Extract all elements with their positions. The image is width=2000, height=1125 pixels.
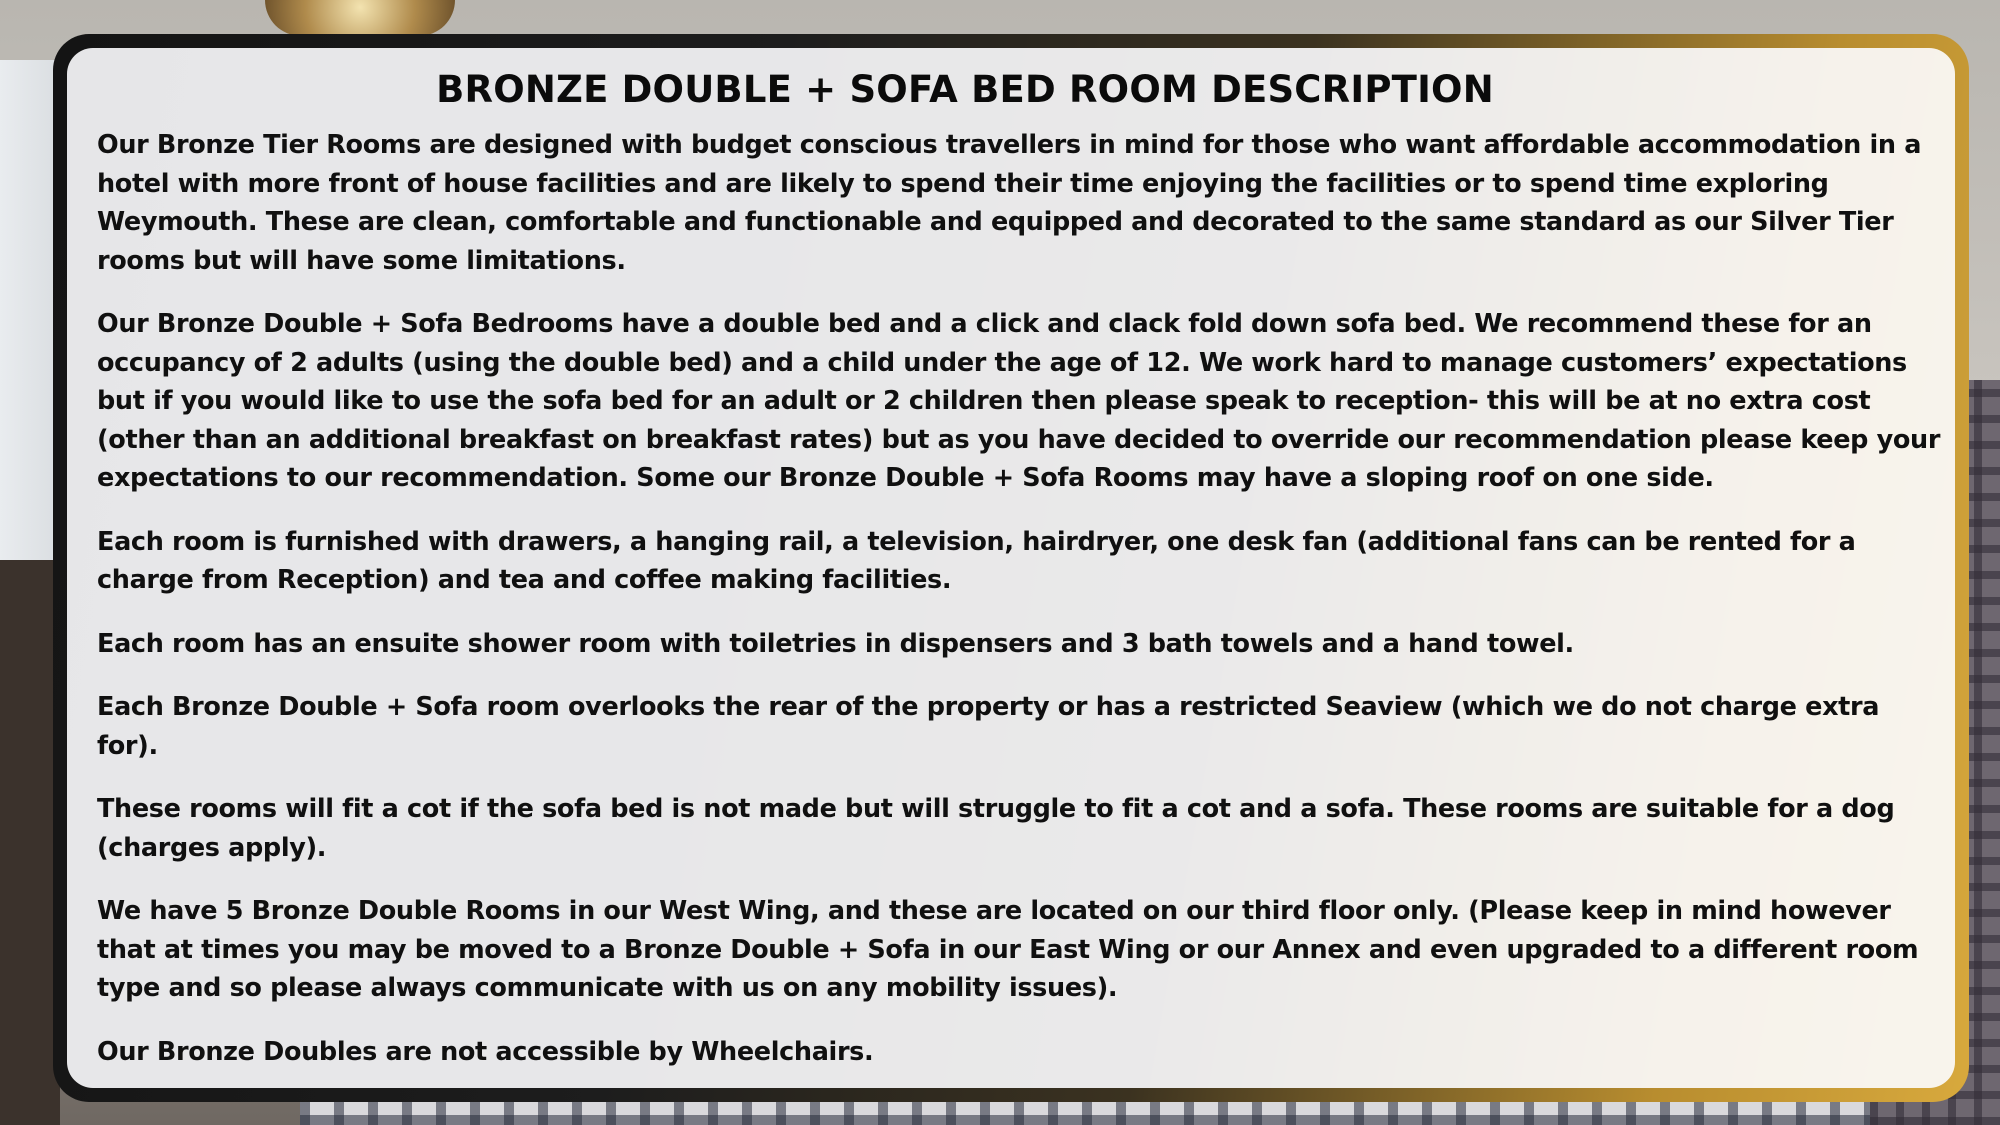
paragraph-location: We have 5 Bronze Double Rooms in our West Wing, and these are located on our third floor only. (Please keep in mind however that at times you may be moved to a Bronze Double + Sofa in our East Wing or our Annex and even upgraded to a different room type and so please always communicate with us on any mobility issues). xyxy=(97,896,1919,1003)
description-content xyxy=(97,66,1943,1088)
description-frame xyxy=(53,34,1969,1102)
paragraph-view: Each Bronze Double + Sofa room overlooks the rear of the property or has a restricted Seaview (which we do not charge extra for). xyxy=(97,692,1880,761)
background-chandelier xyxy=(265,0,455,36)
description-panel xyxy=(67,48,1955,1088)
paragraph-occupancy: Our Bronze Double + Sofa Bedrooms have a double bed and a click and clack fold down sofa bed. We recommend these for an occupancy of 2 adults (using the double bed) and a child under the age of 12. We work hard to manage customers’ expectations but if you would like to use the sofa bed for an adult or 2 children then please speak to reception- this will be at no extra cost (other than an additional breakfast on breakfast rates) but as you have decided to override our recommendation please keep your expectations to our recommendation. Some our Bronze Double + Sofa Rooms may have a sloping roof on one side. xyxy=(97,309,1941,493)
background-wall xyxy=(0,560,60,1125)
page-title: BRONZE DOUBLE + SOFA BED ROOM DESCRIPTION xyxy=(436,68,1494,111)
paragraph-cot-and-dogs: These rooms will fit a cot if the sofa bed is not made but will struggle to fit a cot and a sofa. These rooms are suitable for a dog (charges apply). xyxy=(97,794,1895,863)
paragraph-accessibility: Our Bronze Doubles are not accessible by Wheelchairs. xyxy=(97,1036,874,1067)
paragraph-bronze-tier-intro: Our Bronze Tier Rooms are designed with budget conscious travellers in mind for those who want affordable accommodation in a hotel with more front of house facilities and are likely to spend their time enjoying the facilities or to spend time exploring Weymouth. These are clean, comfortable and functionable and equipped and decorated to the same standard as our Silver Tier rooms but will have some limitations. xyxy=(97,130,1922,276)
paragraph-furnishings: Each room is furnished with drawers, a hanging rail, a television, hairdryer, one desk fan (additional fans can be rented for a charge from Reception) and tea and coffee making facilities. xyxy=(97,526,1856,595)
paragraph-ensuite: Each room has an ensuite shower room with toiletries in dispensers and 3 bath towels and a hand towel. xyxy=(97,628,1574,659)
